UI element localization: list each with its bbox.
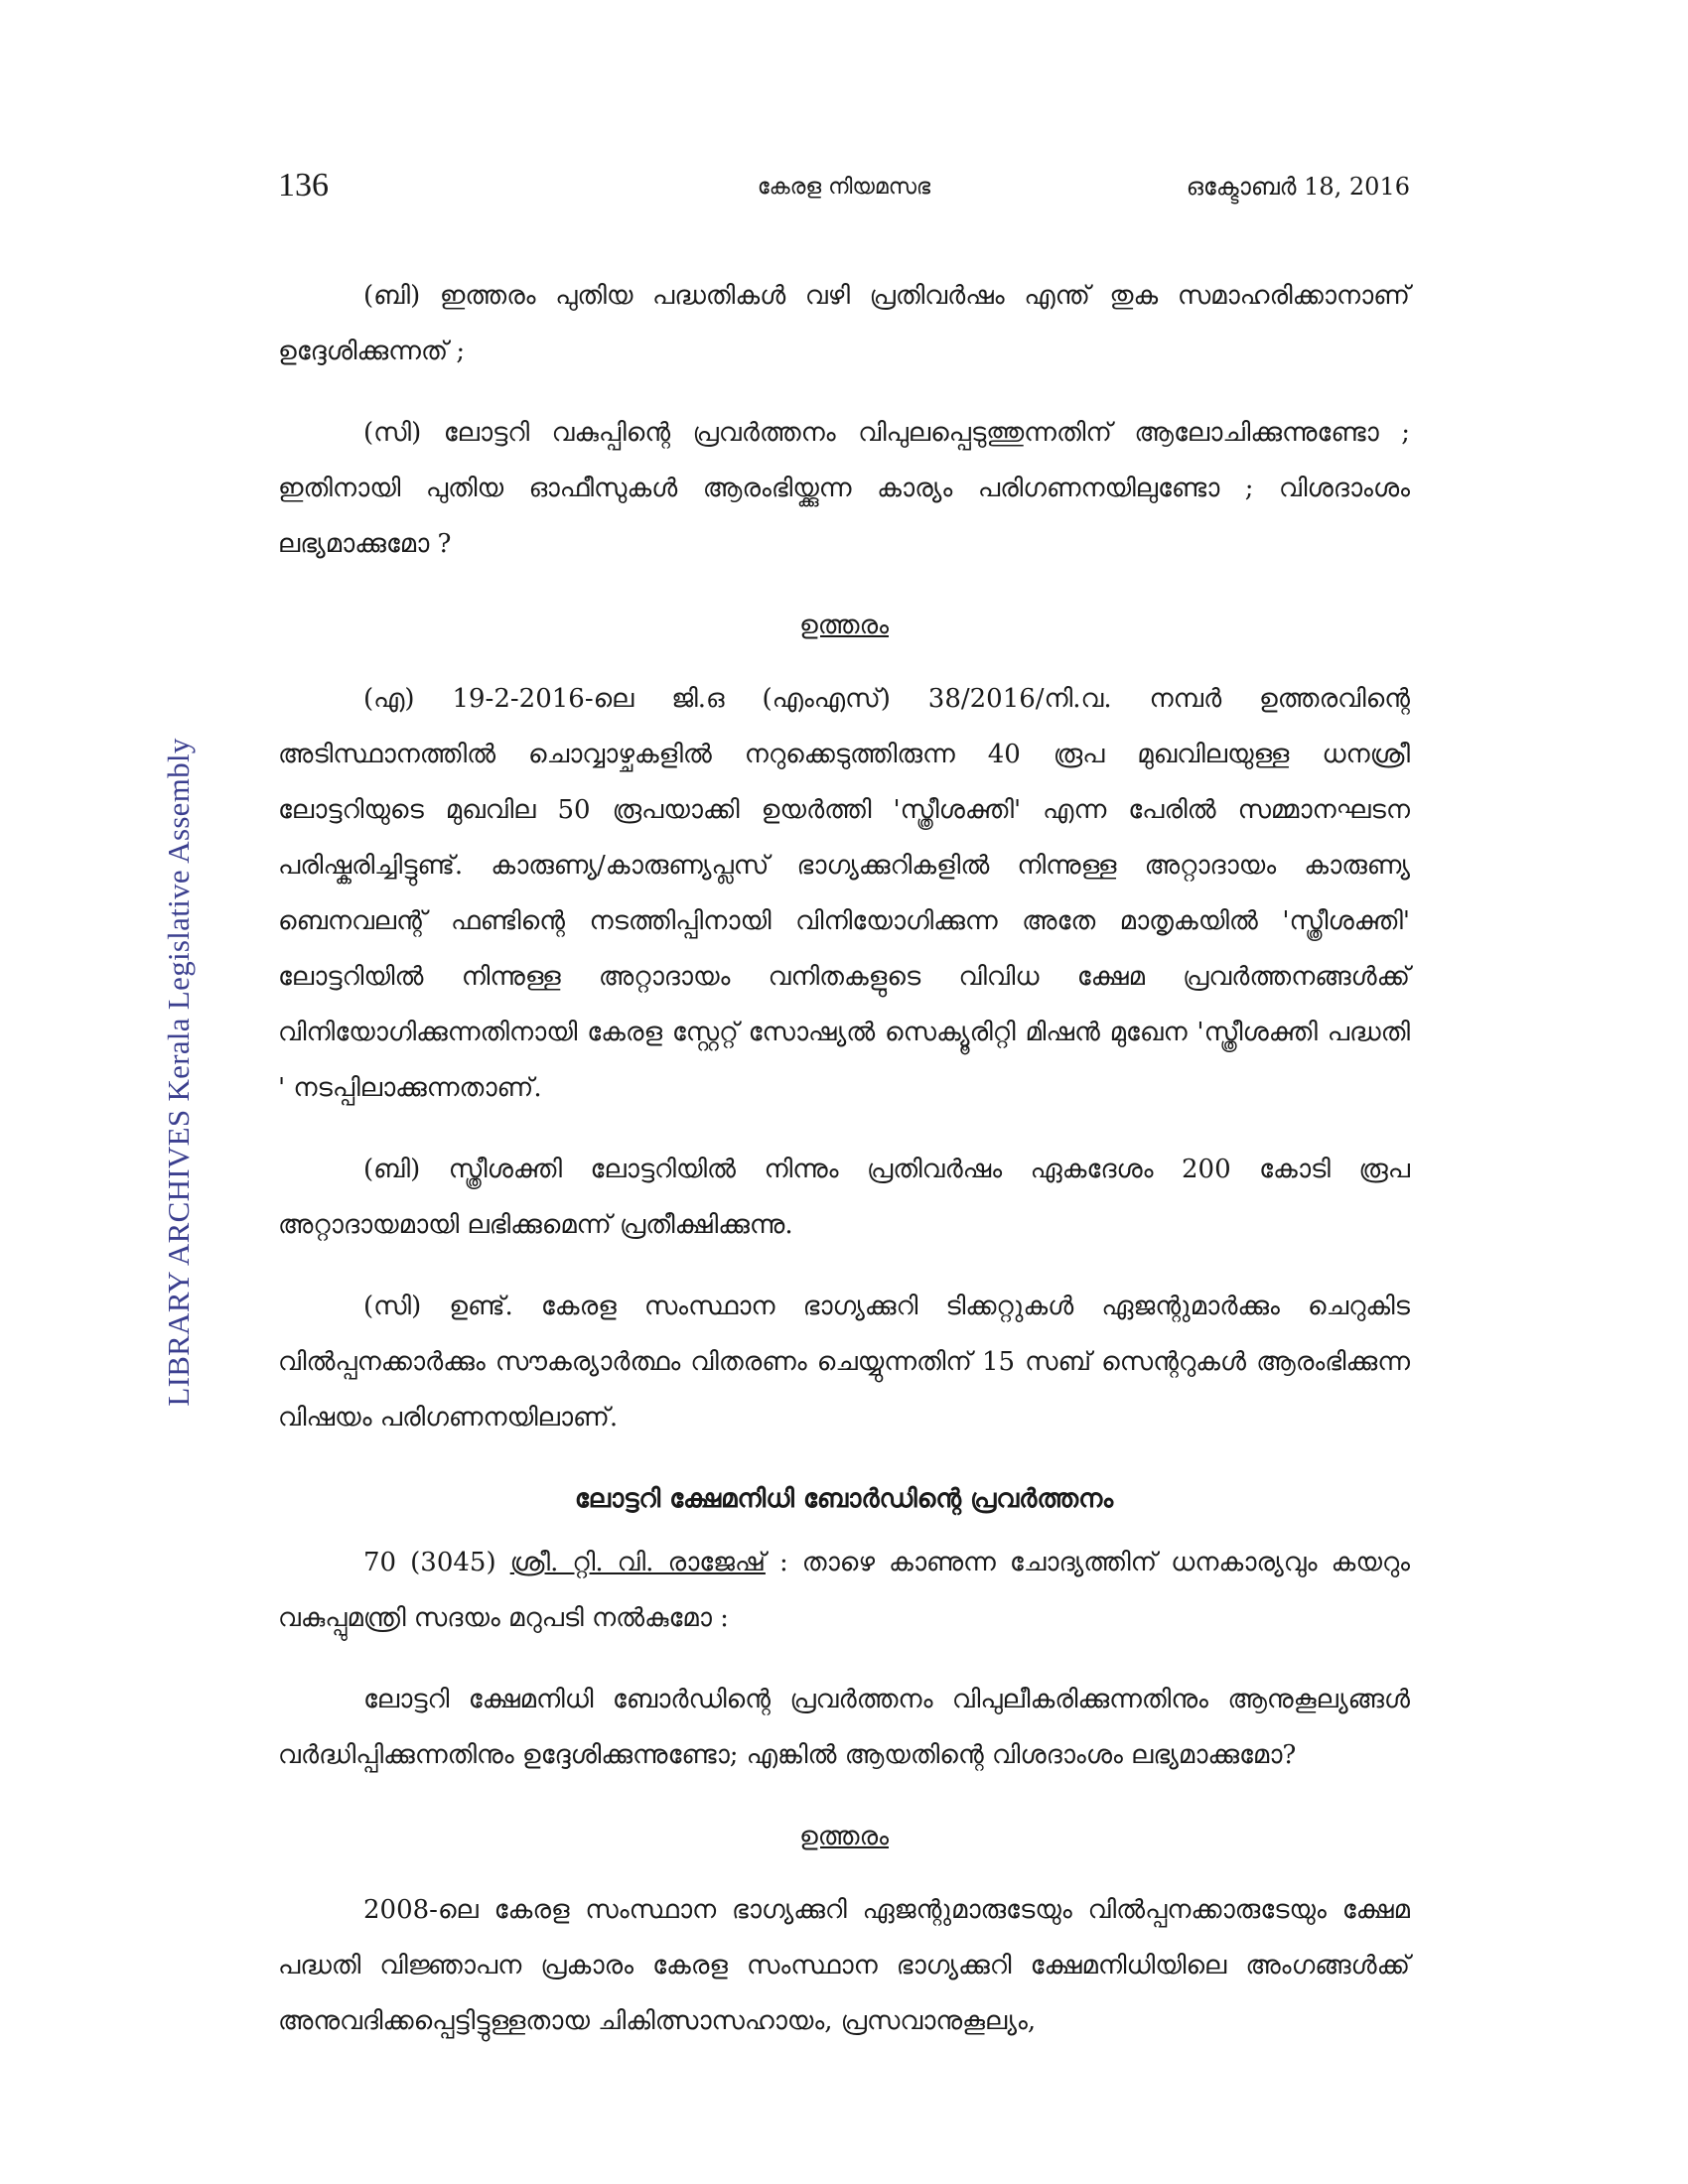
header-date: ഒക്ടോബർ 18, 2016 — [1186, 173, 1410, 201]
answer-a: (എ) 19-2-2016-ലെ ജി.ഒ (എംഎസ്) 38/2016/നി.വ. നമ്പർ ഉത്തരവിന്റെ അടിസ്ഥാനത്തിൽ ചൊവ്വാഴ്ചകളിൽ നറുക്കെടുത്തിരുന്ന 40 രൂപ മുഖവിലയുള്ള ധനശ്രീ ലോട്ടറിയുടെ മുഖവില 50 രൂപയാക്കി ഉയർത്തി 'സ്ത്രീശക്തി' എന്ന പേരിൽ സമ്മാനഘടന പരിഷ്കരിച്ചിട്ടുണ്ട്. കാരുണ്യ/കാരുണ്യപ്ലസ് ഭാഗ്യക്കുറികളിൽ നിന്നുള്ള അറ്റാദായം കാരുണ്യ ബെനവലന്റ് ഫണ്ടിന്റെ നടത്തിപ്പിനായി വിനിയോഗിക്കുന്ന അതേ മാതൃകയിൽ 'സ്ത്രീശക്തി' ലോട്ടറിയിൽ നിന്നുള്ള അറ്റാദായം വനിതകളുടെ വിവിധ ക്ഷേമ പ്രവർത്തനങ്ങൾക്ക് വിനിയോഗിക്കുന്നതിനായി കേരള സ്റ്റേറ്റ് സോഷ്യൽ സെക്യൂരിറ്റി മിഷൻ മുഖേന 'സ്ത്രീശക്തി പദ്ധതി ' നടപ്പിലാക്കുന്നതാണ്. — [278, 684, 1410, 1103]
answer-heading — [278, 598, 1410, 653]
answer-heading-2-text: ഉത്തരം — [799, 1822, 889, 1851]
answer-heading-text: ഉത്തരം — [799, 611, 889, 640]
answer-heading-2 — [278, 1809, 1410, 1864]
question-70-body: ലോട്ടറി ക്ഷേമനിധി ബോർഡിന്റെ പ്രവർത്തനം വിപുലീകരിക്കുന്നതിനും ആനുകൂല്യങ്ങൾ വർദ്ധിപ്പിക്കുന്നതിനും ഉദ്ദേശിക്കുന്നുണ്ടോ; എങ്കിൽ ആയതിന്റെ വിശദാംശം ലഭ്യമാക്കുമോ? — [278, 1685, 1410, 1770]
page-number: 136 — [278, 167, 329, 204]
answer-c: (സി) ഉണ്ട്. കേരള സംസ്ഥാന ഭാഗ്യക്കുറി ടിക്കറ്റുകൾ ഏജന്റുമാർക്കും ചെറുകിട വിൽപ്പനക്കാർക്കും സൗകര്യാർത്ഥം വിതരണം ചെയ്യുന്നതിന് 15 സബ് സെന്ററുകൾ ആരംഭിക്കുന്ന വിഷയം പരിഗണനയിലാണ്. — [278, 1292, 1410, 1433]
section-title: ലോട്ടറി ക്ഷേമനിധി ബോർഡിന്റെ പ്രവർത്തനം — [574, 1484, 1114, 1514]
question-c: (സി) ലോട്ടറി വകുപ്പിന്റെ പ്രവർത്തനം വിപുലപ്പെടുത്തുന്നതിന് ആലോചിക്കുന്നുണ്ടോ ; ഇതിനായി പുതിയ ഓഫീസുകൾ ആരംഭിയ്ക്കുന്ന കാര്യം പരിഗണനയിലുണ്ടോ ; വിശദാംശം ലഭ്യമാക്കുമോ ? — [278, 418, 1410, 559]
answer-b: (ബി) സ്ത്രീശക്തി ലോട്ടറിയിൽ നിന്നും പ്രതിവർഷം ഏകദേശം 200 കോടി രൂപ അറ്റാദായമായി ലഭിക്കുമെന്ന് പ്രതീക്ഷിക്കുന്നു. — [278, 1155, 1410, 1240]
archive-watermark: LIBRARY ARCHIVES Kerala Legislative Assembly — [161, 738, 196, 1407]
question-70-intro — [278, 1535, 1410, 1646]
question-number: 70 (3045) — [363, 1548, 496, 1577]
page-header — [278, 167, 1410, 216]
answer-70: 2008-ലെ കേരള സംസ്ഥാന ഭാഗ്യക്കുറി ഏജന്റുമാരുടേയും വിൽപ്പനക്കാരുടേയും ക്ഷേമ പദ്ധതി വിജ്ഞാപന പ്രകാരം കേരള സംസ്ഥാന ഭാഗ്യക്കുറി ക്ഷേമനിധിയിലെ അംഗങ്ങൾക്ക് അനുവദിക്കപ്പെട്ടിട്ടുള്ളതായ ചികിത്സാസഹായം, പ്രസവാനുകൂല്യം, — [278, 1895, 1410, 2036]
page-body — [278, 268, 1410, 2075]
member-name: ശ്രീ. റ്റി. വി. രാജേഷ് — [509, 1548, 766, 1577]
header-assembly-name: കേരള നിയമസഭ — [757, 175, 931, 200]
question-b: (ബി) ഇത്തരം പുതിയ പദ്ധതികൾ വഴി പ്രതിവർഷം എന്ത് തുക സമാഹരിക്കാനാണ് ഉദ്ദേശിക്കുന്നത് ; — [278, 281, 1410, 366]
question-70-lead: : താഴെ കാണുന്ന ചോദ്യത്തിന് ധനകാര്യവും കയറും വകുപ്പുമന്ത്രി സദയം മറുപടി നൽകുമോ : — [278, 1548, 1411, 1633]
